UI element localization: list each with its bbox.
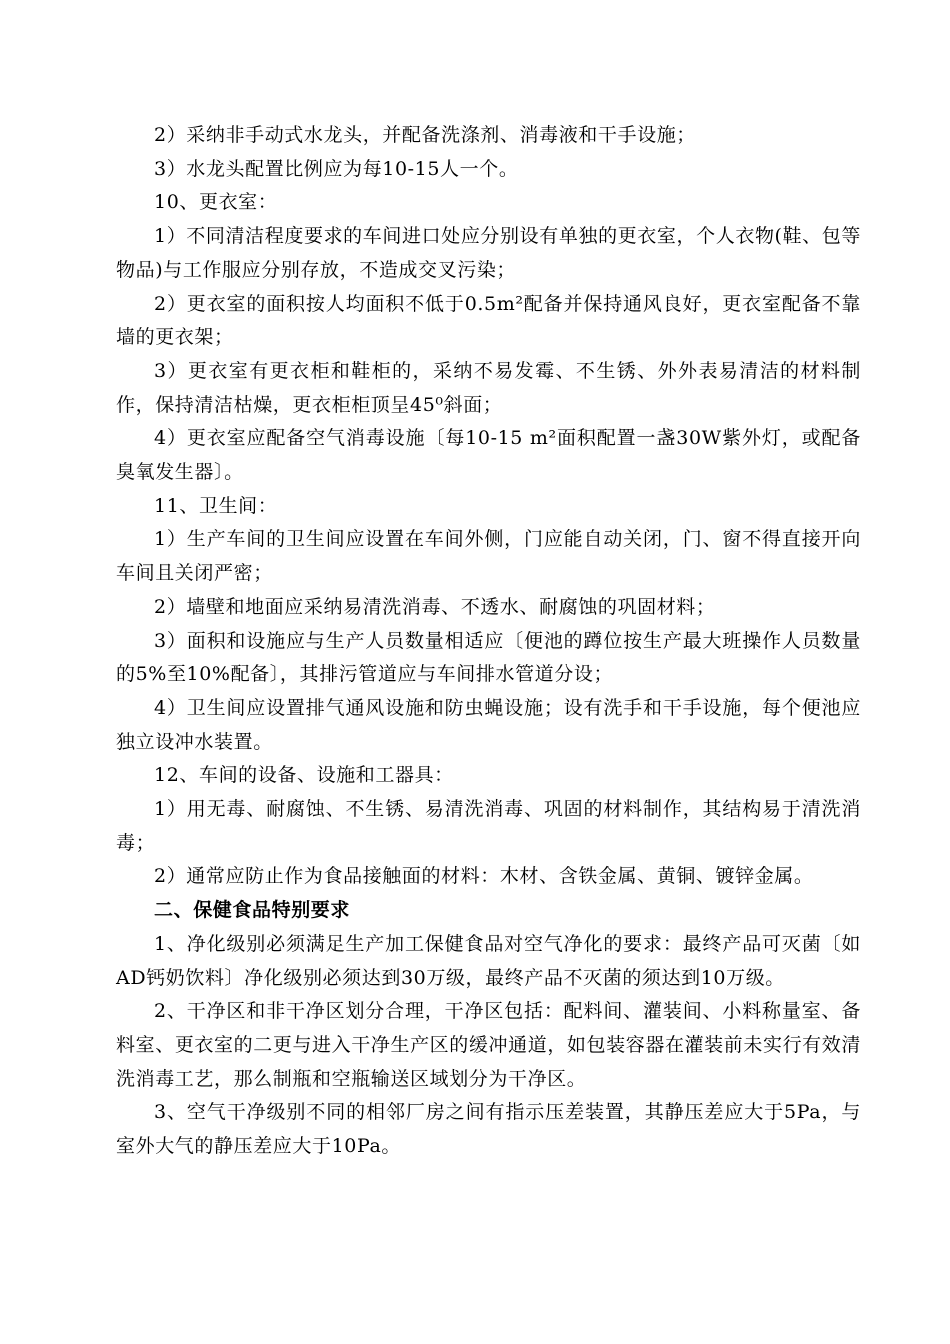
- paragraph: 1、净化级别必须满足生产加工保健食品对空气净化的要求：最终产品可灭菌〔如AD钙奶饮料〕净化级别必须达到30万级，最终产品不灭菌的须达到10万级。: [116, 932, 861, 989]
- paragraph: 2）墙壁和地面应采纳易清洗消毒、不透水、耐腐蚀的巩固材料；: [154, 595, 716, 618]
- paragraph: 1）用无毒、耐腐蚀、不生锈、易清洗消毒、巩固的材料制作，其结构易于清洗消毒；: [116, 798, 861, 854]
- paragraph: 4）卫生间应设置排气通风设施和防虫蝇设施；设有洗手和干手设施，每个便池应独立设冲水装置。: [116, 696, 861, 753]
- paragraph: 3、空气干净级别不同的相邻厂房之间有指示压差装置，其静压差应大于5Pa，与室外大气的静压差应大于10Pa。: [116, 1101, 861, 1158]
- body-text: [116, 119, 861, 1164]
- paragraph: 2）通常应防止作为食品接触面的材料：木材、含铁金属、黄铜、镀锌金属。: [154, 865, 814, 888]
- section-item-title: 10、更衣室：: [154, 191, 278, 214]
- section-item-title: 11、卫生间：: [154, 494, 278, 517]
- section-item-title: 12、车间的设备、设施和工器具：: [154, 764, 454, 787]
- paragraph: 1）不同清洁程度要求的车间进口处应分别设有单独的更衣室，个人衣物(鞋、包等物品)与工作服应分别存放，不造成交叉污染；: [116, 225, 861, 281]
- paragraph: 3）更衣室有更衣柜和鞋柜的，采纳不易发霉、不生锈、外外表易清洁的材料制作，保持清洁枯燥，更衣柜柜顶呈45⁰斜面；: [116, 359, 861, 416]
- paragraph: 2）采纳非手动式水龙头，并配备洗涤剂、消毒液和干手设施；: [154, 124, 696, 146]
- paragraph: 1）生产车间的卫生间应设置在车间外侧，门应能自动关闭，门、窗不得直接开向车间且关闭严密；: [116, 528, 861, 585]
- paragraph: 2、干净区和非干净区划分合理，干净区包括：配料间、灌装间、小料称量室、备料室、更衣室的二更与进入干净生产区的缓冲通道，如包装容器在灌装前未实行有效清洗消毒工艺，那么制瓶和空瓶输送区域划分为干净区。: [116, 1000, 861, 1090]
- paragraph: 3）水龙头配置比例应为每10-15人一个。: [154, 157, 519, 180]
- section-heading: 二、保健食品特别要求: [154, 899, 351, 922]
- paragraph: 3）面积和设施应与生产人员数量相适应〔便池的蹲位按生产最大班操作人员数量的5%至10%配备〕，其排污管道应与车间排水管道分设；: [116, 629, 861, 686]
- paragraph: 4）更衣室应配备空气消毒设施〔每10-15 m²面积配置一盏30W紫外灯，或配备臭氧发生器〕。: [116, 427, 861, 484]
- paragraph: 2）更衣室的面积按人均面积不低于0.5m²配备并保持通风良好，更衣室配备不靠墙的更衣架；: [116, 292, 861, 349]
